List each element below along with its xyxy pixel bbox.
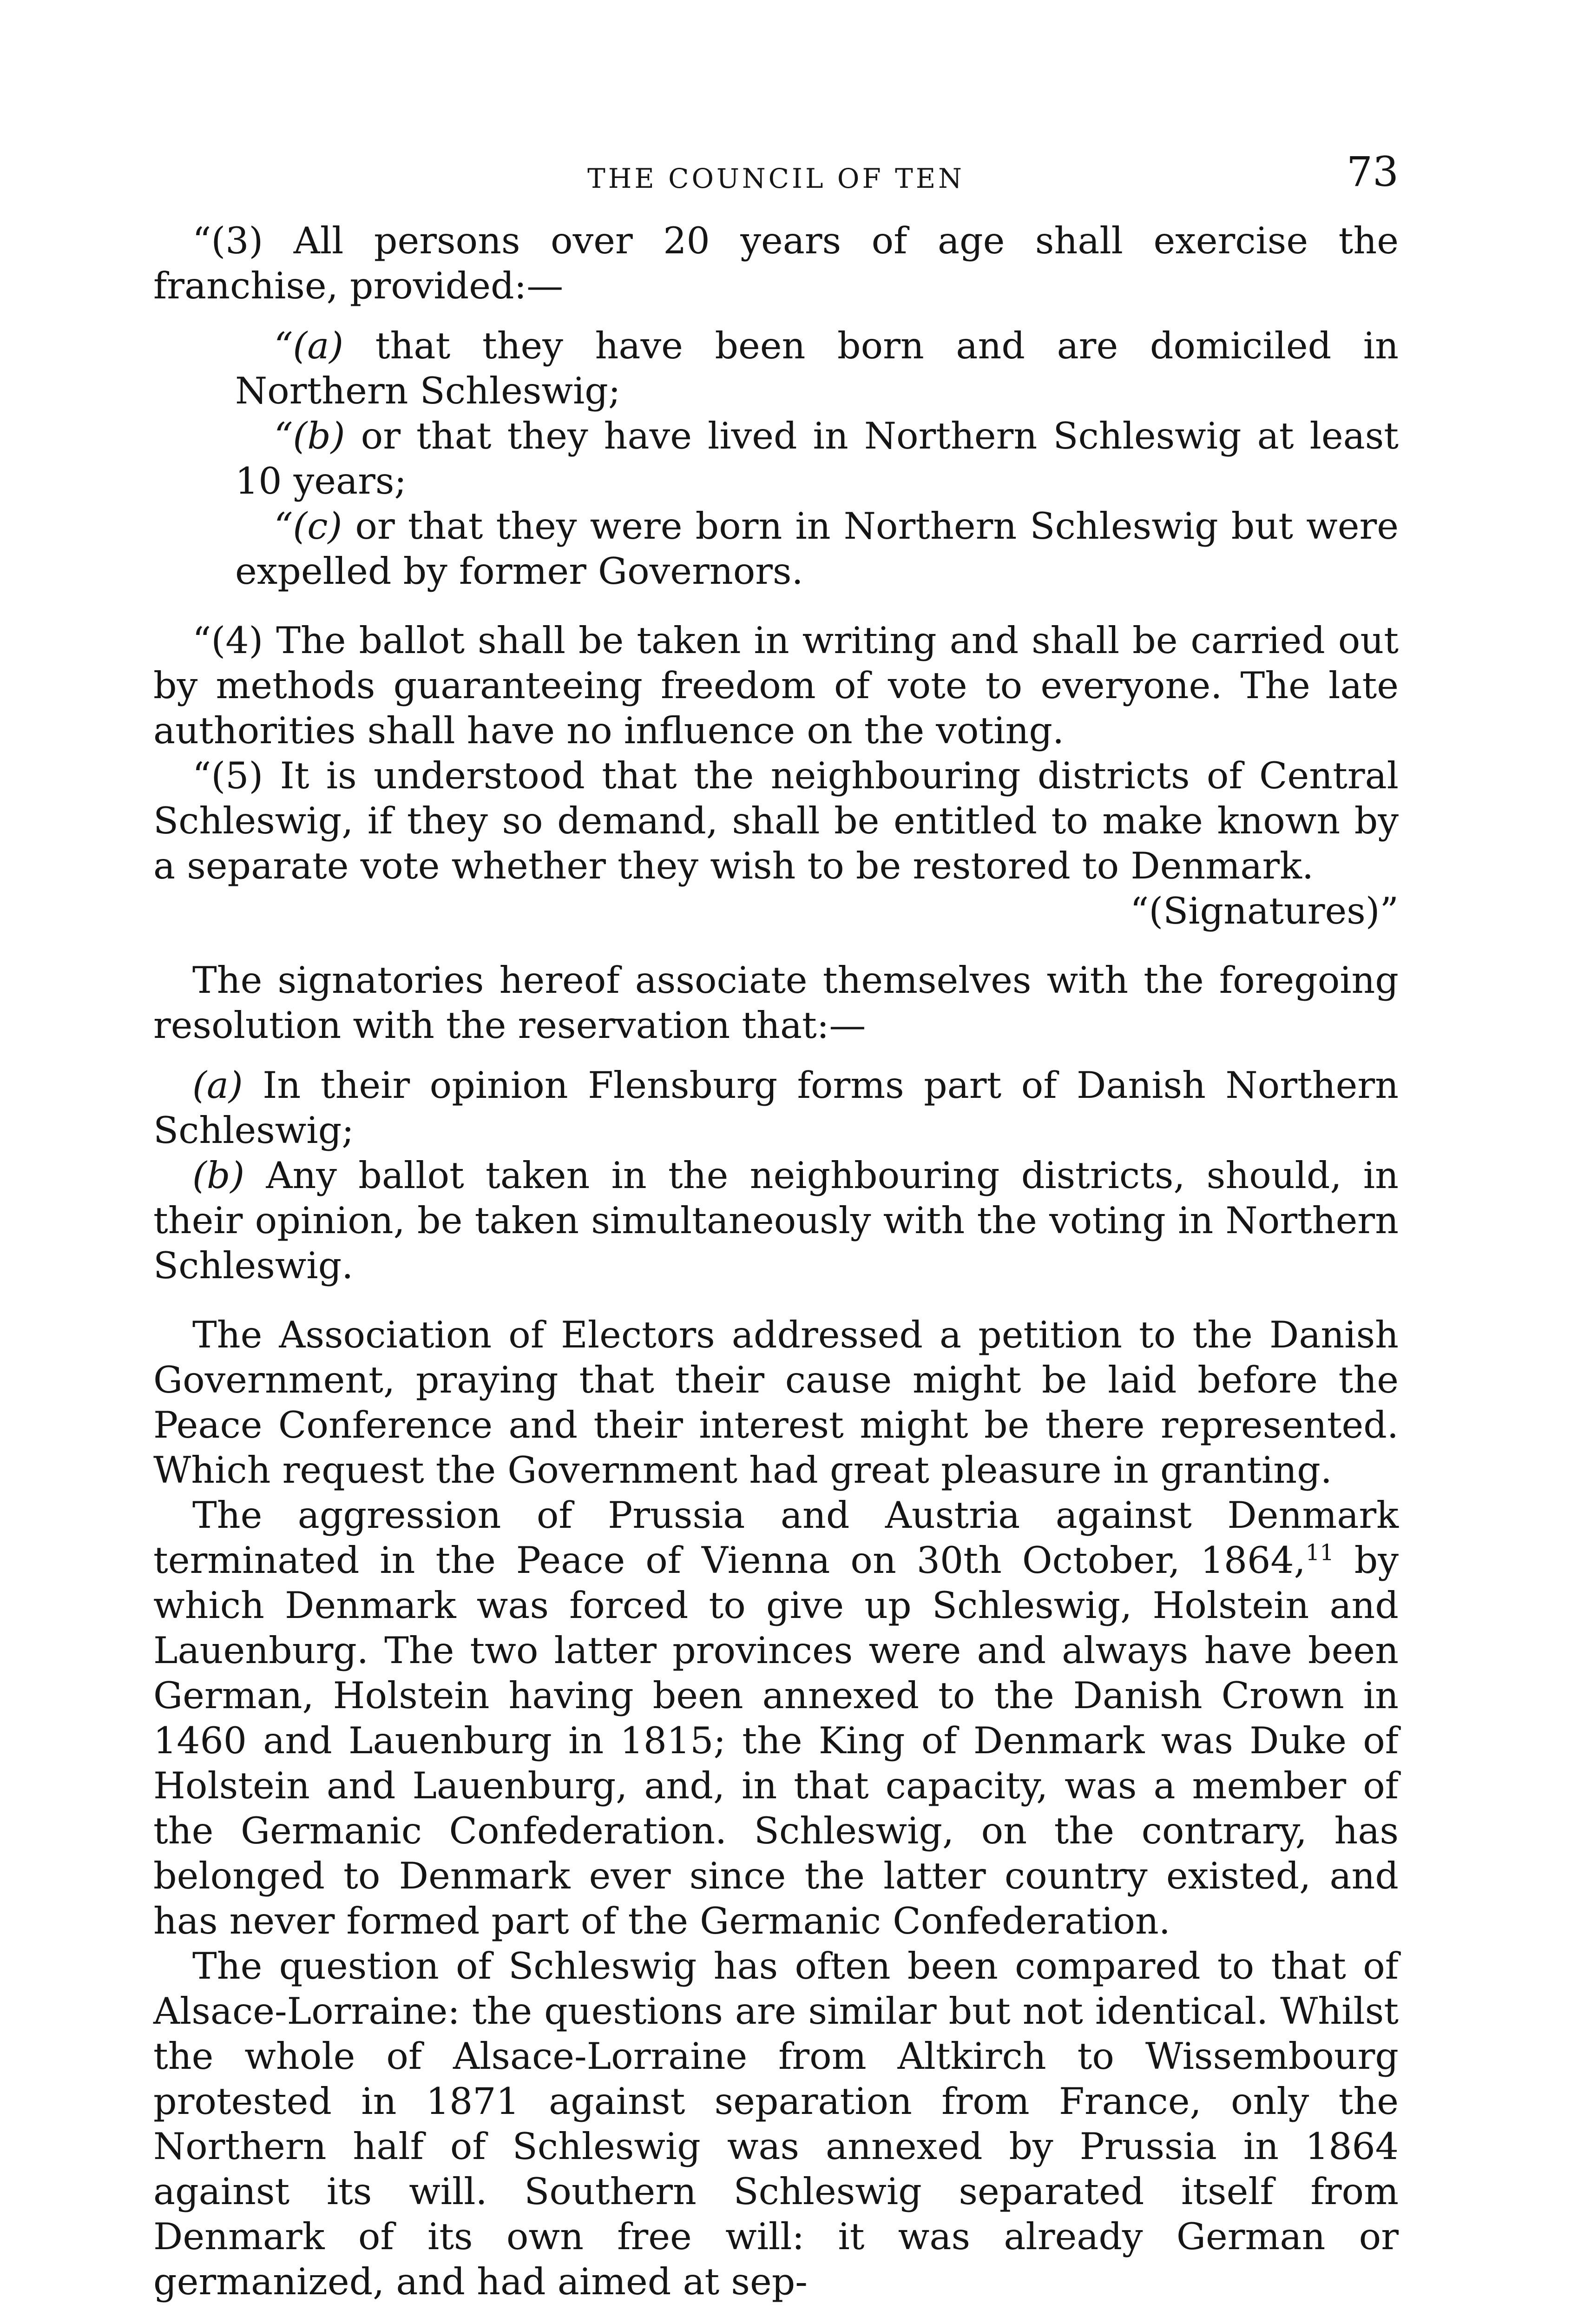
item-text: or that they were born in Northern Schleswig but were expelled by former Governors. [235, 505, 1399, 593]
spacer [153, 1048, 1399, 1063]
paragraph-petition: The Association of Electors addressed a petition to the Danish Government, praying that their cause might be laid before the Peace Conference and their interest might be there represented. Which request the Government had great pleasure in granting. [153, 1314, 1399, 1492]
spacer [153, 934, 1399, 958]
resolution-item-3-intro: “(3) All persons over 20 years of age shall exercise the franchise, provided:— [153, 219, 1399, 307]
item-text: In their opinion Flensburg forms part of Danish Northern Schleswig; [153, 1064, 1399, 1152]
signatures-line: “(Signatures)” [1130, 890, 1399, 932]
spacer [153, 594, 1399, 618]
body-text [153, 218, 1399, 2304]
resolution-item-3c [153, 504, 1399, 594]
reservation-item-b [153, 1153, 1399, 1288]
reservation-item-a [153, 1063, 1399, 1153]
resolution-item-3b [153, 414, 1399, 504]
paragraph-text: by which Denmark was forced to give up Schleswig, Holstein and Lauenburg. The two latter provinces were and always have been German, Holstein having been annexed to the Danish Crown in 1460 and Lauenburg in 1815; the King of Denmark was Duke of Holstein and Lauenburg, and, in that capacity, was a member of the Germanic Confederation. Schleswig, on the contrary, has belonged to Denmark ever since the latter country existed, and has never formed part of the Germanic Confederation. [153, 1539, 1399, 1942]
paragraph-alsace-lorraine: The question of Schleswig has often been compared to that of Alsace-Lorraine: the questions are similar but not identical. Whilst the whole of Alsace-Lorraine from Altkirch to Wissembourg protested in 1871 against separation from France, only the Northern half of Schleswig was annexed by Prussia in 1864 against its will. Southern Schleswig separated itself from Denmark of its own free will: it was already German or germanized, and had aimed at sep- [153, 1945, 1399, 2303]
item-label: (b) [192, 1154, 245, 1197]
running-title: THE COUNCIL OF TEN [587, 163, 965, 194]
resolution-item-4: “(4) The ballot shall be taken in writing and shall be carried out by methods guaranteeing freedom of vote to everyone. The late authorities shall have no influence on the voting. [153, 619, 1399, 752]
resolution-item-5: “(5) It is understood that the neighbouring districts of Central Schleswig, if they so demand, shall be entitled to make known by a separate vote whether they wish to be restored to Denmark. [153, 754, 1399, 887]
item-text: Any ballot taken in the neighbouring districts, should, in their opinion, be taken simultaneously with the voting in Northern Schleswig. [153, 1154, 1399, 1287]
resolution-item-3a [153, 324, 1399, 414]
spacer [153, 1288, 1399, 1313]
spacer [153, 309, 1399, 324]
item-label: (a) [192, 1064, 243, 1107]
item-label: “(c) [274, 505, 342, 548]
item-text: or that they have lived in Northern Schleswig at least 10 years; [235, 415, 1399, 502]
paragraph-text: The aggression of Prussia and Austria against Denmark terminated in the Peace of Vienna on 30th October, 1864, [153, 1494, 1399, 1582]
item-label: “(b) [274, 415, 345, 457]
running-head [153, 148, 1399, 204]
paragraph-peace-of-vienna [153, 1493, 1399, 1944]
item-label: “(a) [274, 324, 344, 367]
item-text: that they have been born and are domiciled in Northern Schleswig; [235, 324, 1399, 412]
reservation-intro: The signatories hereof associate themselves with the foregoing resolution with the reservation that:— [153, 959, 1399, 1047]
page-number: 73 [1347, 148, 1399, 196]
footnote-reference[interactable]: 11 [1305, 1539, 1334, 1566]
